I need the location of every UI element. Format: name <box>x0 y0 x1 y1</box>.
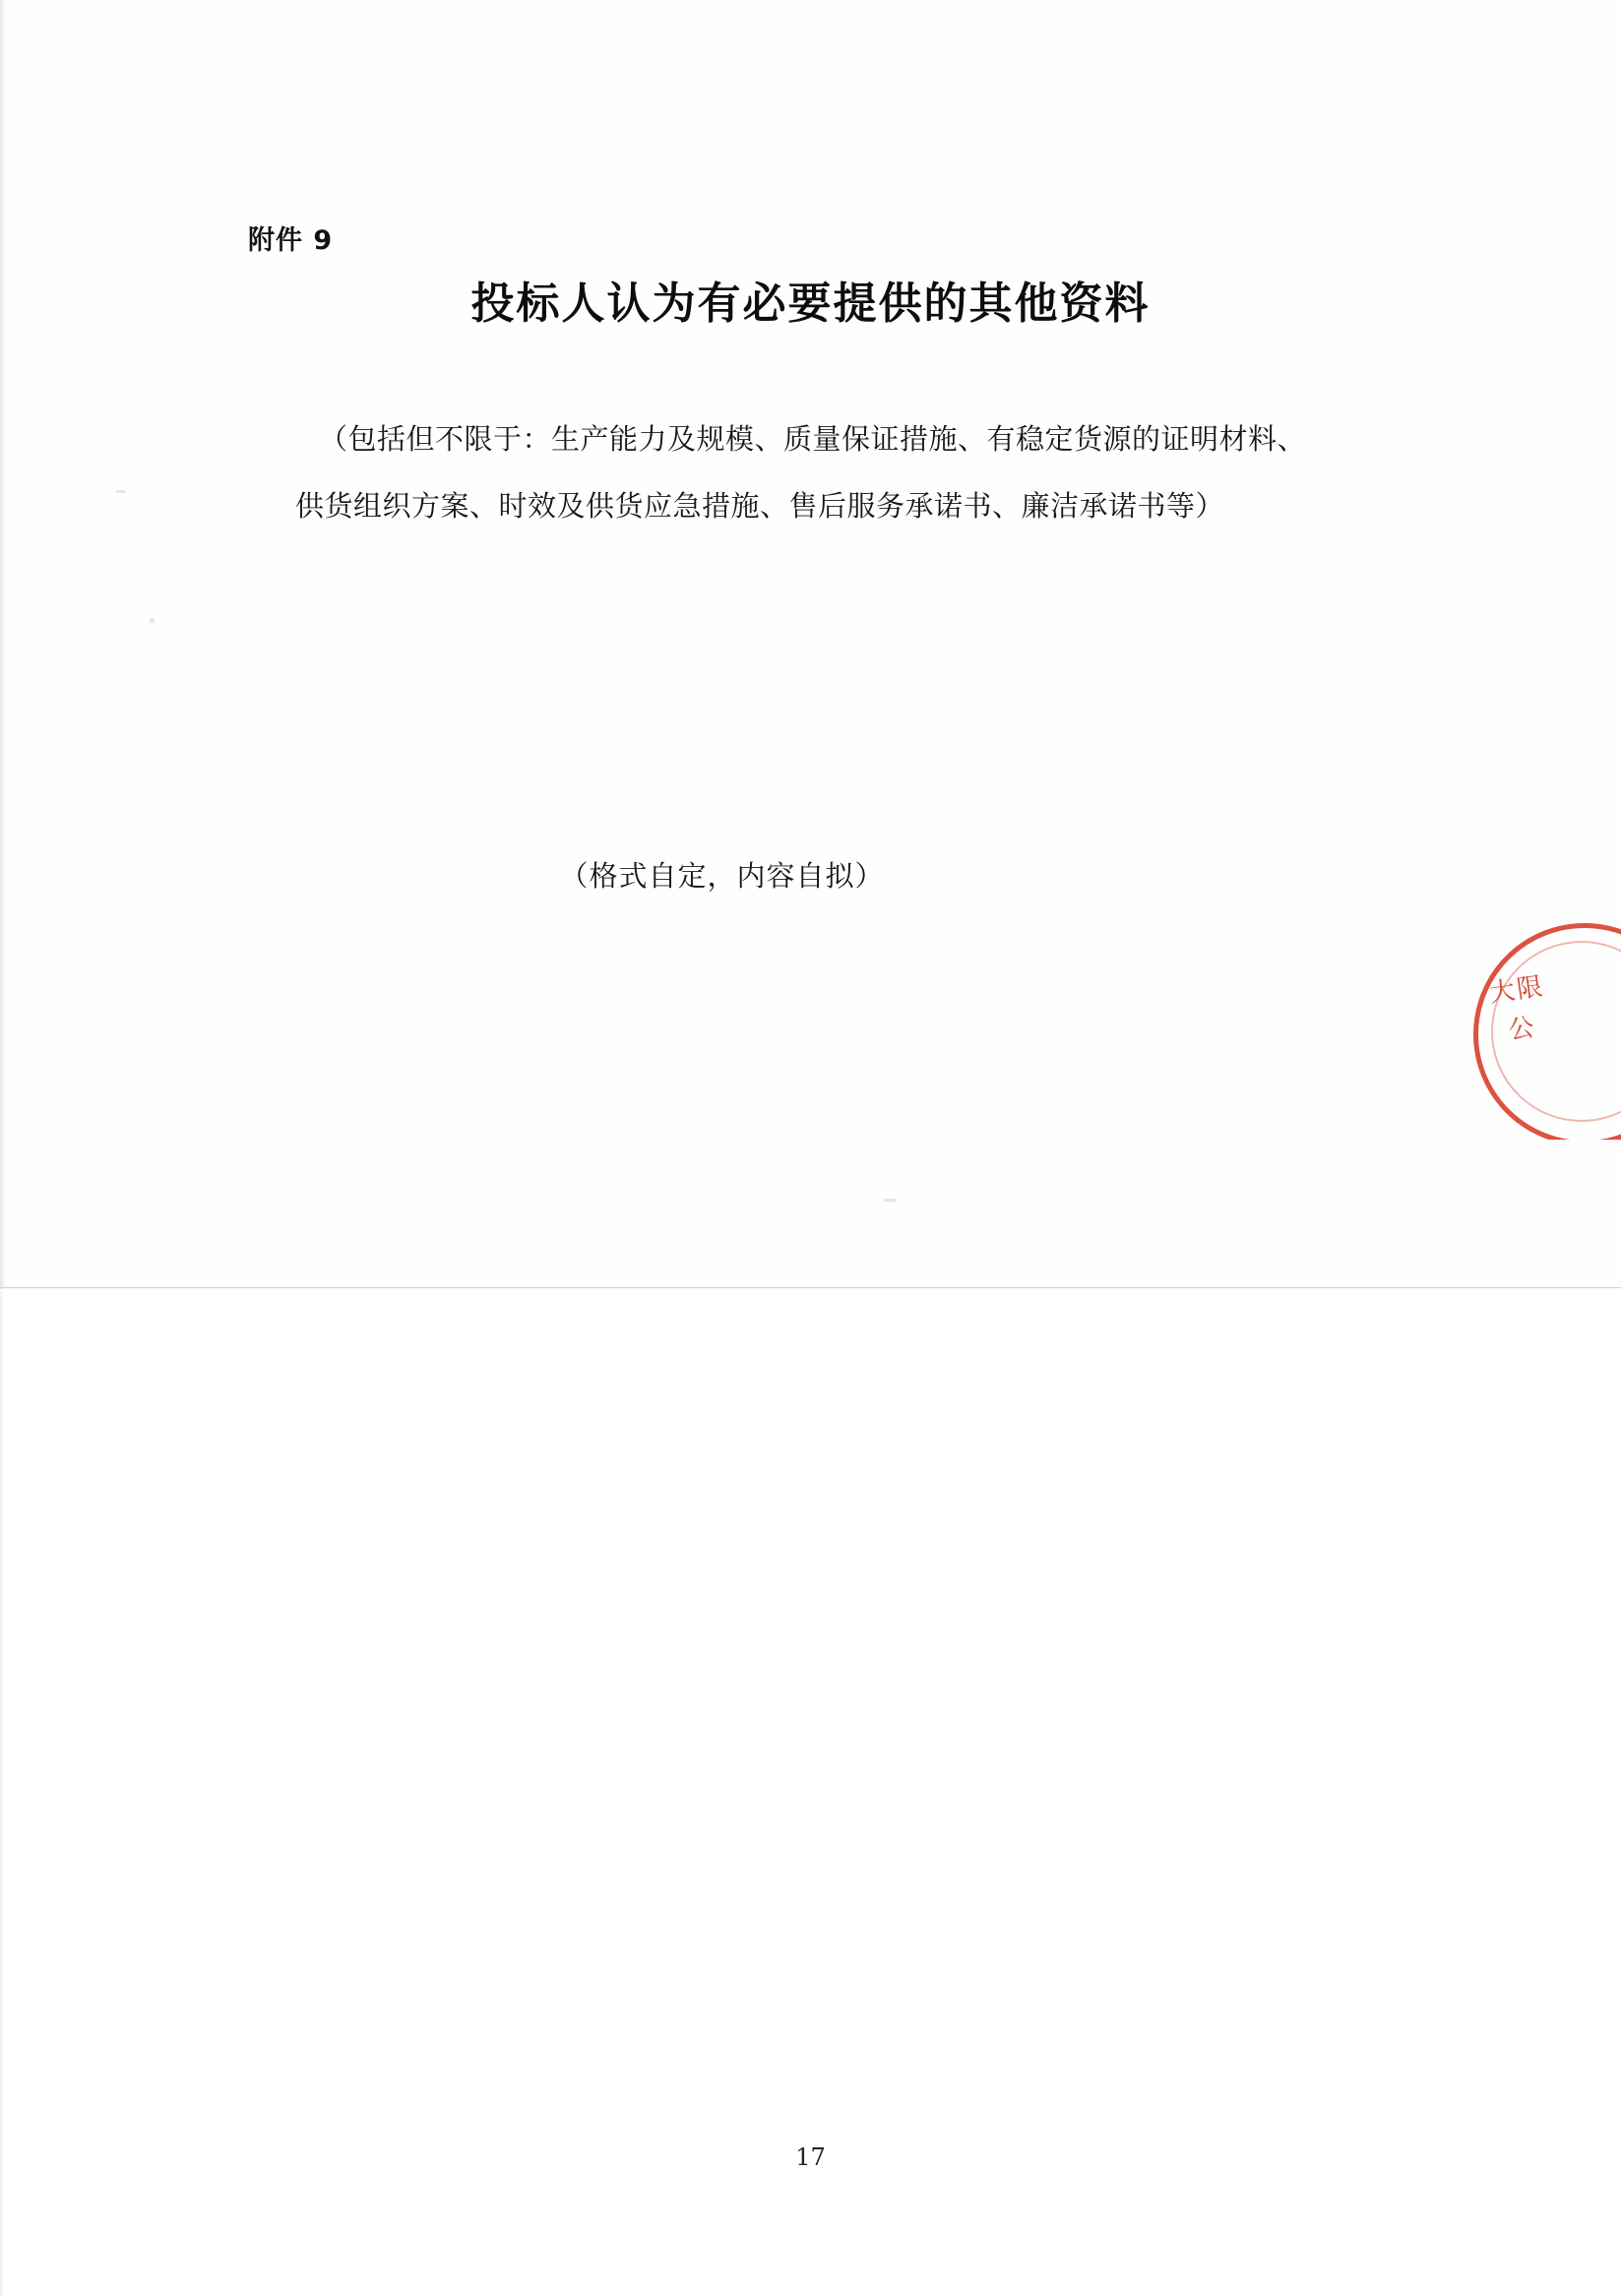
scope-note-line-2: 供货组织方案、时效及供货应急措施、售后服务承诺书、廉洁承诺书等） <box>295 489 1225 523</box>
format-note: （格式自定，内容自拟） <box>559 859 885 893</box>
scan-speck <box>150 618 155 623</box>
page-divider <box>0 1287 1621 1288</box>
scan-speck <box>884 1199 896 1202</box>
seal-inner-ring <box>1491 941 1621 1122</box>
scope-note-line-1: （包括但不限于：生产能力及规模、质量保证措施、有稳定货源的证明材料、 <box>319 422 1307 456</box>
seal-outer-ring <box>1473 923 1621 1140</box>
scope-note <box>295 405 1348 539</box>
attachment-label: 附件 9 <box>248 225 334 256</box>
page-title: 投标人认为有必要提供的其他资料 <box>470 279 1151 329</box>
scan-speck <box>116 490 125 493</box>
page-number: 17 <box>795 2143 826 2171</box>
seal-text: 大限公 <box>1487 971 1547 1046</box>
official-seal-icon <box>1464 923 1621 1140</box>
